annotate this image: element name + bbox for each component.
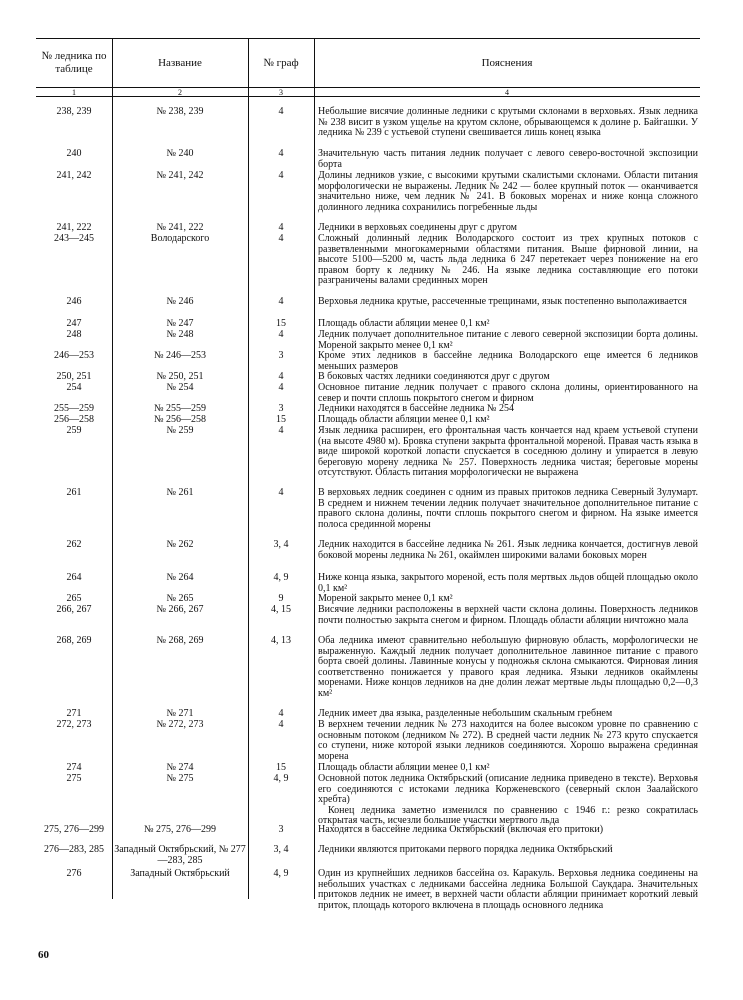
glacier-name: № 275 — [166, 773, 194, 784]
glacier-number: 272, 273 — [56, 719, 92, 730]
glacier-number: 255—259 — [54, 403, 94, 414]
glacier-notes: Площадь области абляции менее 0,1 км² — [318, 318, 490, 329]
glacier-notes: Ледник находится в бассейне ледника № 261. Язык ледника кончается, достигнув левой боковой морены ледника № 261, окаймлен широкими валами боковых морен — [318, 539, 698, 561]
column-ref: 4 — [278, 170, 284, 181]
glacier-name: № 254 — [166, 382, 194, 393]
column-ref: 4 — [278, 148, 284, 159]
glacier-number: 264 — [66, 572, 82, 583]
glacier-name: Володарского — [150, 233, 210, 244]
glacier-number: 259 — [66, 425, 82, 436]
column-ref: 4 — [278, 719, 284, 730]
column-ref: 15 — [276, 762, 286, 773]
glacier-name: № 266, 267 — [156, 604, 204, 615]
glacier-number: 240 — [66, 148, 82, 159]
notes-paragraph: Конец ледника заметно изменился по сравнению с 1946 г.: резко сократилась открытая часть, исчезли большие участки мертвого льда — [318, 804, 698, 827]
glacier-name: № 248 — [166, 329, 194, 340]
glacier-name: № 268, 269 — [156, 635, 204, 646]
glacier-notes: Мореной закрыто менее 0,1 км² — [318, 593, 453, 604]
glacier-number: 241, 242 — [56, 170, 92, 181]
column-ref: 4 — [278, 222, 284, 233]
column-ref: 4 — [278, 329, 284, 340]
glacier-number: 238, 239 — [56, 106, 92, 117]
header-column-number: № граф — [263, 56, 299, 69]
column-ref: 4 — [278, 371, 284, 382]
glacier-notes: Основное питание ледник получает с правого склона долины, ориентированного на север и почти сплошь покрытого снегом и фирном — [318, 382, 698, 404]
glacier-name: № 265 — [166, 593, 194, 604]
glacier-notes: Ледники находятся в бассейне ледника № 254 — [318, 403, 514, 414]
column-ref: 15 — [276, 414, 286, 425]
header-notes: Пояснения — [481, 56, 533, 69]
glacier-notes: В верховьях ледник соединен с одним из правых притоков ледника Северный Зулумарт. В среднем и нижнем течении ледник получает значительное дополнительное питание с правого склона долины, почти сплошь покрытого снегом и фирном. На языке имеется полоса срединной морены — [318, 487, 698, 530]
header-index-2: 2 — [112, 87, 248, 97]
header-name: Название — [158, 56, 202, 69]
glacier-notes: В боковых частях ледники соединяются друг с другом — [318, 371, 550, 382]
glacier-number: 262 — [66, 539, 82, 550]
column-ref: 4 — [278, 382, 284, 393]
glacier-notes: Один из крупнейших ледников бассейна оз. Каракуль. Верховья ледника соединены на небольших участках с ледниками бассейна ледника Большой Саукдара. Значительных притоков ледник не имеет, в верхней части области абляции принимает короткий левый приток, площадь которого включена в площадь основного ледника — [318, 868, 698, 911]
glacier-name: № 271 — [166, 708, 194, 719]
glacier-notes: Ледники в верховьях соединены друг с другом — [318, 222, 517, 233]
glacier-number: 276—283, 285 — [44, 844, 104, 855]
glacier-notes: Кроме этих ледников в бассейне ледника Володарского еще имеется 6 ледников меньших размеров — [318, 350, 698, 372]
glacier-name: № 241, 242 — [156, 170, 204, 181]
glacier-notes: Площадь области абляции менее 0,1 км² — [318, 414, 490, 425]
column-ref: 4 — [278, 425, 284, 436]
glacier-number: 275, 276—299 — [44, 824, 104, 835]
column-ref: 3, 4 — [273, 539, 289, 550]
glacier-name: Западный Октябрьский, № 277—283, 285 — [114, 844, 246, 866]
glacier-notes: Ледник имеет два языка, разделенные небольшим скальным гребнем — [318, 708, 613, 719]
glacier-notes: В верхнем течении ледник № 273 находится на более высоком уровне по сравнению с основным потоком (ледником № 272). В средней части ледник № 273 круто спускается со ступени, ниже которой языки ледников соединяются. Хорошо выражена срединная морена — [318, 719, 698, 762]
glacier-name: № 274 — [166, 762, 194, 773]
glacier-number: 256—258 — [54, 414, 94, 425]
glacier-name: № 246 — [166, 296, 194, 307]
column-ref: 4, 15 — [271, 604, 291, 615]
glacier-name: № 240 — [166, 148, 194, 159]
glacier-name: № 247 — [166, 318, 194, 329]
column-ref: 4, 13 — [271, 635, 291, 646]
column-ref: 15 — [276, 318, 286, 329]
glacier-number: 254 — [66, 382, 82, 393]
glacier-number: 246—253 — [54, 350, 94, 361]
column-ref: 3 — [278, 824, 284, 835]
glacier-name: № 256—258 — [153, 414, 207, 425]
glacier-name: № 261 — [166, 487, 194, 498]
glacier-notes: Площадь области абляции менее 0,1 км² — [318, 762, 490, 773]
column-ref: 3 — [278, 403, 284, 414]
glacier-number: 274 — [66, 762, 82, 773]
column-ref: 3 — [278, 350, 284, 361]
column-ref: 4, 9 — [273, 773, 289, 784]
header-index-3: 3 — [248, 87, 314, 97]
glacier-name: № 246—253 — [153, 350, 207, 361]
glacier-name: № 250, 251 — [156, 371, 204, 382]
glacier-name: № 272, 273 — [156, 719, 204, 730]
glacier-notes: Сложный долинный ледник Володарского состоит из трех крупных потоков с разветвленными многокамерными областями питания. Выше фирновой линии, на высоте 5100—5200 м, часть льда ледника 6 247 перетекает через понижение на его правом борту к леднику № 246. На языке ледника составляющие его потоки разграничены валами срединных морен — [318, 233, 698, 287]
column-ref: 4, 9 — [273, 868, 289, 879]
glacier-number: 276 — [66, 868, 82, 879]
column-ref: 4 — [278, 106, 284, 117]
column-ref: 4 — [278, 708, 284, 719]
glacier-number: 271 — [66, 708, 82, 719]
column-ref: 4, 9 — [273, 572, 289, 583]
glacier-number: 250, 251 — [56, 371, 92, 382]
glacier-number: 247 — [66, 318, 82, 329]
header-glacier-number: № ледника по таблице — [41, 50, 107, 75]
column-ref: 4 — [278, 296, 284, 307]
table-header — [36, 38, 700, 97]
glacier-number: 265 — [66, 593, 82, 604]
glacier-number: 266, 267 — [56, 604, 92, 615]
glacier-number: 241, 222 — [56, 222, 92, 233]
glacier-number: 261 — [66, 487, 82, 498]
glacier-notes: Висячие ледники расположены в верхней части склона долины. Поверхность ледников почти полностью закрыта снегом и фирном. Площадь области абляции ничтожно мала — [318, 604, 698, 626]
glacier-notes — [318, 774, 698, 827]
notes-paragraph: Основной поток ледника Октябрьский (описание ледника приведено в тексте). Верховья его соединяются с истоками ледника Корженевского (северный склон Заалайского хребта) — [318, 773, 698, 806]
glacier-name: № 275, 276—299 — [143, 824, 217, 835]
header-index-1: 1 — [36, 87, 112, 97]
header-index-4: 4 — [314, 87, 700, 97]
glacier-notes: Небольшие висячие долинные ледники с крутыми склонами в верховьях. Язык ледника № 238 висит в узком ущелье на крутом склоне, обрывающемся к долине р. Байгашки. У ледника № 239 с устьевой ступени свешивается лишь конец языка — [318, 106, 698, 139]
page-number: 60 — [38, 949, 49, 961]
glacier-name: Западный Октябрьский — [130, 868, 230, 879]
glacier-number: 246 — [66, 296, 82, 307]
glacier-number: 248 — [66, 329, 82, 340]
glacier-notes: Язык ледника расширен, его фронтальная часть кончается над краем устьевой ступени (на высоте 4980 м). Бровка ступени закрыта фронтальной мореной. Правая часть языка в виде широкой короткой лопасти спускается в соседнюю долину и упирается в левую береговую морену ледника № 257. Поверхность ледника чистая; береговые морены отсутствуют. Область питания морфологически не выражена — [318, 425, 698, 479]
glacier-name: № 241, 222 — [156, 222, 204, 233]
glacier-notes: Ледник получает дополнительное питание с левого северной экспозиции борта долины. Мореной закрыто менее 0,1 км² — [318, 329, 698, 351]
column-ref: 9 — [278, 593, 284, 604]
glacier-notes: Ледники являются притоками первого порядка ледника Октябрьский — [318, 844, 613, 855]
glacier-notes: Находятся в бассейне ледника Октябрьский (включая его притоки) — [318, 824, 604, 835]
glacier-name: № 255—259 — [153, 403, 207, 414]
glacier-name: № 238, 239 — [156, 106, 204, 117]
column-divider — [314, 38, 315, 899]
glacier-number: 243—245 — [54, 233, 94, 244]
column-ref: 4 — [278, 487, 284, 498]
column-ref: 3, 4 — [273, 844, 289, 855]
glacier-number: 268, 269 — [56, 635, 92, 646]
glacier-notes: Долины ледников узкие, с высокими крутыми скалистыми склонами. Области питания морфологически не выражены. Ледник № 242 — более крупный поток — оканчивается значительно ниже, чем ледник № 241. В боковых моренах и ниже конца сложного долинного ледника сохранились погребенные льды — [318, 170, 698, 213]
glacier-notes: Ниже конца языка, закрытого мореной, есть поля мертвых льдов общей площадью около 0,1 км² — [318, 572, 698, 594]
glacier-notes: Оба ледника имеют сравнительно небольшую фирновую область, морфологически не выраженную. Каждый ледник получает дополнительное лавинное питание с правого борта своей долины. Лавинные конусы у подножья склона смыкаются. Фирновая линия соответственно понижается у правого края ледника. Языки ледников окаймлены моренами. Ниже концов ледников на дне долин лежат мертвые льды площадью 0,2—0,3 км² — [318, 635, 698, 699]
glacier-name: № 262 — [166, 539, 194, 550]
glacier-notes: Верховья ледника крутые, рассеченные трещинами, язык постепенно выполаживается — [318, 296, 687, 307]
glacier-number: 275 — [66, 773, 82, 784]
glacier-name: № 264 — [166, 572, 194, 583]
glacier-name: № 259 — [166, 425, 194, 436]
glacier-notes: Значительную часть питания ледник получает с левого северо-восточной экспозиции борта — [318, 148, 698, 170]
column-ref: 4 — [278, 233, 284, 244]
